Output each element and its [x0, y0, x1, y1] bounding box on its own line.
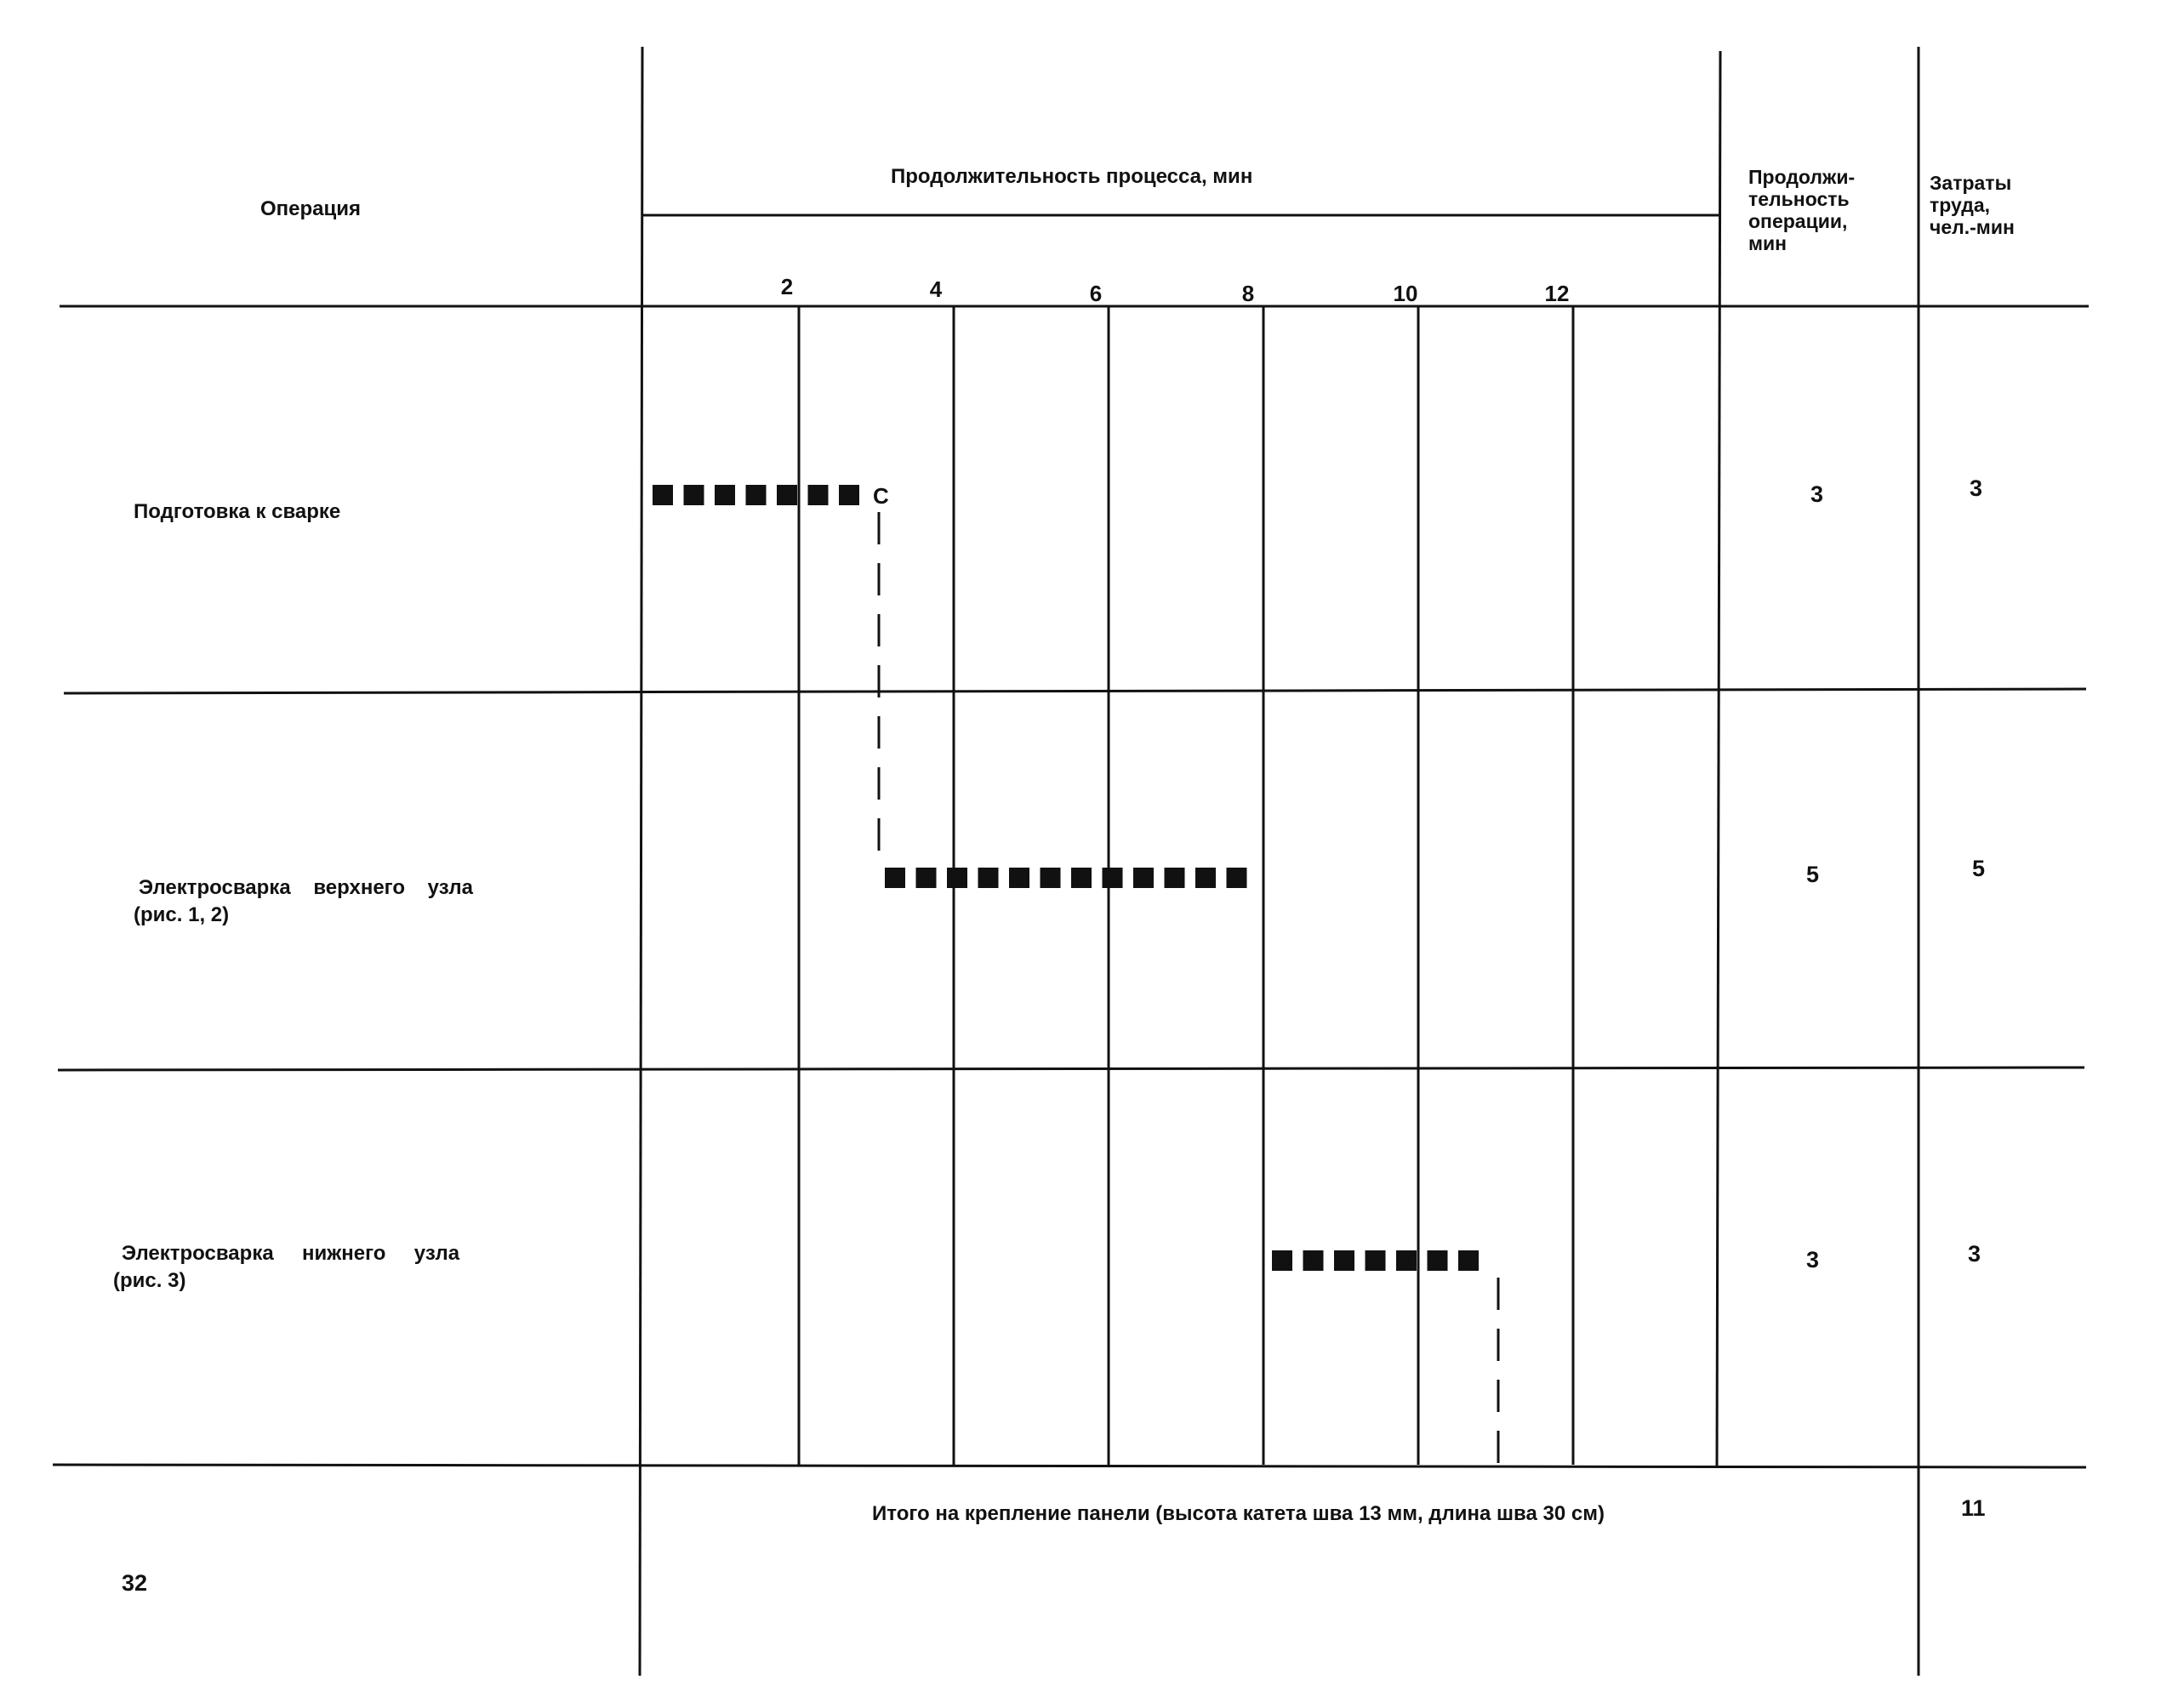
gantt-bar-segment [1009, 868, 1029, 888]
gantt-bar-segment [1103, 868, 1123, 888]
page-number: 32 [122, 1570, 148, 1596]
gantt-bar-segment [715, 485, 735, 505]
tick-label: 2 [780, 274, 794, 299]
labor-cost-value: 5 [1972, 856, 1986, 881]
grid-row-line-3 [53, 1465, 2086, 1467]
gantt-bar-segment [1366, 1250, 1386, 1271]
operation-name-line2: (рис. 3) [113, 1269, 186, 1292]
gantt-bar-segment [1303, 1250, 1324, 1271]
gantt-bar [885, 868, 1247, 888]
gantt-bar-segment [777, 485, 797, 505]
gantt-bar-segment [1272, 1250, 1292, 1271]
gantt-bar-segment [746, 485, 767, 505]
gantt-bar-segment [839, 485, 859, 505]
operation-name-line2: (рис. 1, 2) [134, 903, 230, 926]
labor-cost-value: 3 [1970, 475, 1983, 501]
gantt-bar-segment [916, 868, 937, 888]
gantt-bar-segment [947, 868, 967, 888]
gantt-bar-segment [1334, 1250, 1354, 1271]
operation-name: Электросварка нижнего узла [122, 1242, 460, 1265]
gantt-bar-segment [808, 485, 829, 505]
tick-label: 8 [1241, 281, 1255, 306]
gantt-bar-segment [1133, 868, 1154, 888]
grid-col-line-operation [640, 47, 642, 1676]
grid-row-line-1 [64, 689, 2086, 693]
gantt-bar-segment [684, 485, 704, 505]
gantt-bar [1272, 1250, 1479, 1271]
total-label: Итого на крепление панели (высота катета шва 13 мм, длина шва 30 см) [872, 1502, 1605, 1525]
gantt-bar-segment [1227, 868, 1247, 888]
gantt-bar-segment [1071, 868, 1092, 888]
grid-row-line-2 [58, 1068, 2084, 1070]
gantt-bar-segment [978, 868, 999, 888]
operation-name: Электросварка верхнего узла [139, 876, 473, 899]
operation-duration-value: 3 [1810, 481, 1824, 507]
gantt-bar-segment [1041, 868, 1061, 888]
labor-cost-value: 3 [1968, 1241, 1981, 1267]
tick-label: 6 [1089, 281, 1103, 306]
gantt-bar-segment [1195, 868, 1216, 888]
gantt-bar-segment [1458, 1250, 1479, 1271]
operation-duration-value: 5 [1806, 862, 1820, 887]
tick-label: 12 [1544, 281, 1570, 306]
start-marker-label: С [873, 483, 889, 509]
gantt-bar-segment [1428, 1250, 1448, 1271]
gantt-bar-segment [1396, 1250, 1417, 1271]
operation-duration-header: Продолжи- тельность операции, мин [1748, 166, 1856, 254]
gantt-bar-segment [653, 485, 673, 505]
tick-label: 10 [1393, 281, 1418, 306]
operation-name: Подготовка к сварке [134, 500, 341, 523]
operation-duration-value: 3 [1806, 1247, 1820, 1272]
total-labor-value: 11 [1961, 1495, 1986, 1521]
labor-cost-header: Затраты труда, чел.-мин [1930, 172, 2015, 238]
process-duration-header: Продолжительность процесса, мин [891, 165, 1253, 188]
tick-label: 4 [929, 276, 943, 302]
grid-col-line-timeline-end [1717, 51, 1720, 1467]
gantt-bar-segment [1165, 868, 1185, 888]
gantt-bar-segment [885, 868, 905, 888]
gantt-bar [653, 485, 859, 505]
operation-column-header: Операция [260, 197, 362, 220]
